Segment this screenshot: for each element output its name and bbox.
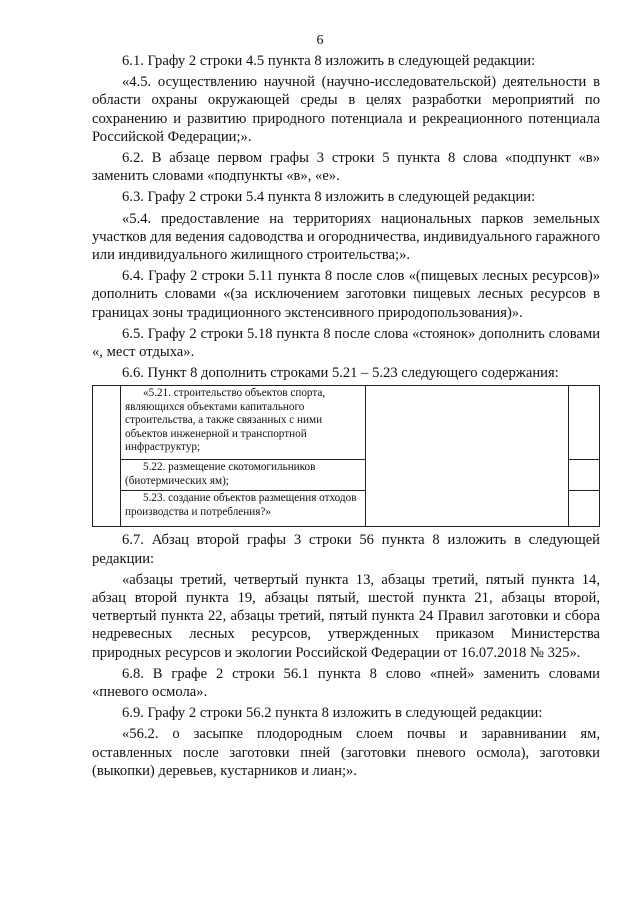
table-right-column [568,385,600,527]
paragraph-p-6-2: 6.2. В абзаце первом графы 3 строки 5 пункта 8 слова «подпункт «в» заменить словами «подпункты «в», «е». [92,150,600,185]
table-row-text: 5.22. размещение скотомогильников (биотермических ям); [125,461,316,487]
paragraph-p-6-6: 6.6. Пункт 8 дополнить строками 5.21 – 5.23 следующего содержания: [122,365,559,382]
inserted-rows-table [92,385,600,529]
paragraph-p-6-8: 6.8. В графе 2 строки 56.1 пункта 8 слово «пней» заменить словами «пневого осмола». [92,665,600,701]
paragraph-p-abz: «абзацы третий, четвертый пункта 13, абзацы третий, пятый пункта 14, абзац второй пункта 19, абзацы пятый, шестой пункта 21, абзацы второй, четвертый пункта 22, абзацы третий, пятый пункта 24 Правил заготовки и сбора недревесных лесных ресурсов, утвержденных приказом Министерства природных ресурсов и экологии Российской Федерации от 16.07.2018 № 325». [92,571,600,661]
table-row-text: 5.23. создание объектов размещения отходов производства и потребления?» [125,492,357,518]
table-row-row-5-21 [121,386,365,460]
paragraph-p-6-7: 6.7. Абзац второй графы 3 строки 56 пункта 8 изложить в следующей редакции: [92,532,600,567]
paragraph-p-5-4: «5.4. предоставление на территориях национальных парков земельных участков для ведения садоводства и огородничества, индивидуального гаражного или индивидуального жилищного строительства;». [92,210,600,264]
paragraphs-after-table [92,531,600,780]
table-row-row-5-22 [121,460,365,491]
paragraphs-before-table [92,52,600,382]
paragraph-p-56-2: «56.2. о засыпке плодородным слоем почвы и заравнивании ям, оставленных после заготовки пней (заготовки пневого осмола), заготовки (выкопки) деревьев, кустарников и лиан;». [92,726,600,779]
page-number: 6 [316,33,324,48]
table-left-column [92,385,120,527]
table-row-text: «5.21. строительство объектов спорта, являющихся объектами капитального строительства, а также связанных с ними объектов инженерной и транспортной инфраструктур; [125,387,326,454]
table-row-row-5-23 [121,491,365,528]
paragraph-p-6-5: 6.5. Графу 2 строки 5.18 пункта 8 после слова «стоянок» дополнить словами «, мест отдыха». [92,325,600,361]
paragraph-p-6-1: 6.1. Графу 2 строки 4.5 пункта 8 изложить в следующей редакции: [122,53,536,69]
document-body [92,52,600,783]
paragraph-p-4-5: «4.5. осуществлению научной (научно-исследовательской) деятельности в области охраны окружающей среды в целях разработки мероприятий по сохранению и развитию природного потенциала и рекреационного потенциала Российской Федерации;». [92,74,600,145]
paragraph-p-6-4: 6.4. Графу 2 строки 5.11 пункта 8 после слов «(пищевых лесных ресурсов)» дополнить словами «(за исключением заготовки пищевых лесных ресурсов в границах зоны традиционного экстенсивного природопользования)». [92,268,600,321]
paragraph-p-6-9: 6.9. Графу 2 строки 56.2 пункта 8 изложить в следующей редакции: [122,705,543,722]
table-text-column [120,385,366,527]
paragraph-p-6-3: 6.3. Графу 2 строки 5.4 пункта 8 изложить в следующей редакции: [122,189,536,206]
